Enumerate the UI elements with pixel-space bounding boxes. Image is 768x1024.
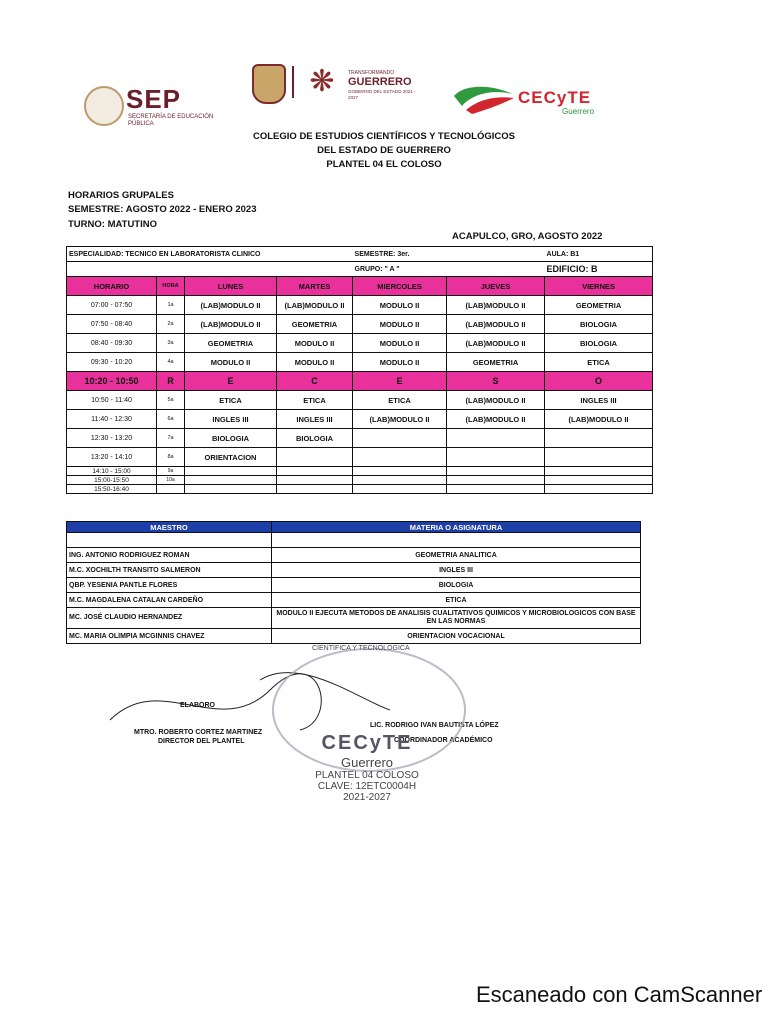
teacher-row	[67, 629, 641, 644]
schedule-row	[67, 315, 653, 334]
time-cell: 13:20 - 14:10	[67, 448, 157, 467]
specialty-label: ESPECIALIDAD: TECNICO EN LABORATORISTA CLINICO	[67, 247, 353, 262]
shift-label: TURNO: MATUTINO	[68, 219, 158, 230]
time-cell: 09:30 - 10:20	[67, 353, 157, 372]
guerrero-shield-icon	[252, 64, 286, 104]
schedule-row	[67, 429, 653, 448]
subject-cell: GEOMETRIA ANALITICA	[272, 548, 641, 563]
class-cell: GEOMETRIA	[277, 315, 353, 334]
logo-divider	[292, 66, 294, 98]
teacher-name-cell: QBP. YESENIA PANTLE FLORES	[67, 578, 272, 593]
institution-title-line1: COLEGIO DE ESTUDIOS CIENTÍFICOS Y TECNOLÓGICOS	[253, 131, 515, 142]
schedule-column-header: LUNES	[185, 277, 277, 296]
class-cell: GEOMETRIA	[447, 353, 545, 372]
building-cell: EDIFICIO: B	[545, 262, 653, 277]
mexico-seal-icon	[84, 86, 124, 126]
group-cell: GRUPO: " A "	[353, 262, 447, 277]
teacher-row	[67, 548, 641, 563]
schedule-meta-row-2	[67, 262, 653, 277]
place-date: ACAPULCO, GRO, AGOSTO 2022	[452, 231, 603, 242]
institution-title-line3: PLANTEL 04 EL COLOSO	[326, 159, 442, 170]
class-cell: ETICA	[277, 391, 353, 410]
stamp-word: CECyTE	[321, 732, 413, 754]
class-cell: E	[353, 372, 447, 391]
class-cell: BIOLOGIA	[545, 334, 653, 353]
subject-cell: ETICA	[272, 593, 641, 608]
class-cell	[277, 485, 353, 494]
class-cell: (LAB)MODULO II	[185, 315, 277, 334]
semester-cell: SEMESTRE: 3er.	[353, 247, 447, 262]
class-cell	[185, 476, 277, 485]
teacher-name-cell: MC. MARIA OLIMPIA MCGINNIS CHAVEZ	[67, 629, 272, 644]
elaboro-label: ELABORO	[180, 702, 215, 709]
schedule-row	[67, 476, 653, 485]
schedule-column-header: MIERCOLES	[353, 277, 447, 296]
institution-title-line2: DEL ESTADO DE GUERRERO	[317, 145, 451, 156]
time-cell: 12:30 - 13:20	[67, 429, 157, 448]
stamp-text	[272, 732, 462, 803]
class-cell: (LAB)MODULO II	[447, 391, 545, 410]
period-cell: 4a	[157, 353, 185, 372]
teacher-name-cell	[67, 533, 272, 548]
class-cell: ETICA	[185, 391, 277, 410]
teachers-table	[66, 521, 641, 644]
class-cell: C	[277, 372, 353, 391]
subject-cell: ORIENTACION VOCACIONAL	[272, 629, 641, 644]
class-cell	[447, 448, 545, 467]
subject-cell: MODULO II EJECUTA METODOS DE ANALISIS CUALITATIVOS QUIMICOS Y MICROBIOLOGICOS CON BASE EN LAS NORMAS	[272, 608, 641, 629]
class-cell	[545, 467, 653, 476]
period-cell: 7a	[157, 429, 185, 448]
class-cell: INGLES III	[545, 391, 653, 410]
schedule-column-header: MARTES	[277, 277, 353, 296]
class-cell: MODULO II	[277, 353, 353, 372]
class-cell: MODULO II	[353, 353, 447, 372]
class-cell	[545, 476, 653, 485]
class-cell	[353, 476, 447, 485]
schedule-meta-row	[67, 247, 653, 262]
class-cell: ETICA	[545, 353, 653, 372]
class-cell	[277, 448, 353, 467]
cecyte-logo-word: CECyTE	[518, 88, 592, 107]
class-cell: (LAB)MODULO II	[277, 296, 353, 315]
class-cell	[185, 485, 277, 494]
cecyte-logo	[452, 80, 612, 120]
schedule-header-row	[67, 277, 653, 296]
class-cell	[545, 448, 653, 467]
class-cell: MODULO II	[353, 334, 447, 353]
class-cell: (LAB)MODULO II	[353, 410, 447, 429]
class-cell	[353, 485, 447, 494]
class-cell: GEOMETRIA	[545, 296, 653, 315]
class-cell	[353, 448, 447, 467]
director-role: DIRECTOR DEL PLANTEL	[158, 738, 245, 745]
schedule-row	[67, 334, 653, 353]
teacher-row	[67, 563, 641, 578]
time-cell: 10:50 - 11:40	[67, 391, 157, 410]
schedule-column-header: JUEVES	[447, 277, 545, 296]
class-cell: BIOLOGIA	[545, 315, 653, 334]
semester-label: SEMESTRE: AGOSTO 2022 - ENERO 2023	[68, 204, 257, 215]
class-cell	[545, 429, 653, 448]
schedule-row	[67, 353, 653, 372]
time-cell: 07:00 - 07:50	[67, 296, 157, 315]
sep-logo-subtitle: SECRETARÍA DE EDUCACIÓN PÚBLICA	[128, 114, 214, 127]
schedule-column-header: HORA	[157, 277, 185, 296]
time-cell: 11:40 - 12:30	[67, 410, 157, 429]
time-cell: 14:10 - 15:00	[67, 467, 157, 476]
teacher-column-header: MAESTRO	[67, 522, 272, 533]
time-cell: 08:40 - 09:30	[67, 334, 157, 353]
subject-cell: INGLES III	[272, 563, 641, 578]
class-cell	[447, 476, 545, 485]
time-cell: 10:20 - 10:50	[67, 372, 157, 391]
time-cell: 15:00-15:50	[67, 476, 157, 485]
teacher-name-cell: M.C. MAGDALENA CATALAN CARDEÑO	[67, 593, 272, 608]
coordinator-name: LIC. RODRIGO IVAN BAUTISTA LÓPEZ	[370, 722, 499, 729]
class-cell: (LAB)MODULO II	[185, 296, 277, 315]
scanner-watermark: Escaneado con CamScanner	[476, 982, 763, 1007]
teacher-name-cell: M.C. XOCHILTH TRANSITO SALMERON	[67, 563, 272, 578]
class-cell: MODULO II	[353, 296, 447, 315]
coordinator-role: COORDINADOR ACADÉMICO	[394, 737, 493, 744]
recess-row	[67, 372, 653, 391]
sep-logo-word: SEP	[126, 84, 182, 114]
stamp-years: 2021-2027	[343, 792, 391, 803]
class-cell	[353, 429, 447, 448]
class-cell: BIOLOGIA	[277, 429, 353, 448]
subject-cell: BIOLOGIA	[272, 578, 641, 593]
class-cell: MODULO II	[277, 334, 353, 353]
class-cell	[185, 467, 277, 476]
teacher-row	[67, 593, 641, 608]
period-cell: 5a	[157, 391, 185, 410]
cecyte-logo-subtitle: Guerrero	[562, 107, 595, 116]
schedule-row	[67, 296, 653, 315]
period-cell: 3a	[157, 334, 185, 353]
class-cell: (LAB)MODULO II	[447, 315, 545, 334]
class-cell	[277, 476, 353, 485]
teacher-row	[67, 578, 641, 593]
schedule-row	[67, 410, 653, 429]
class-cell: INGLES III	[185, 410, 277, 429]
time-cell: 15:50-16:40	[67, 485, 157, 494]
guerrero-logo-name: GUERRERO	[348, 76, 412, 88]
class-cell: MODULO II	[185, 353, 277, 372]
teacher-row	[67, 533, 641, 548]
teacher-name-cell: ING. ANTONIO RODRIGUEZ ROMAN	[67, 548, 272, 563]
period-cell: R	[157, 372, 185, 391]
subject-cell	[272, 533, 641, 548]
stamp-clave: CLAVE: 12ETC0004H	[317, 781, 417, 792]
schedule-table	[66, 246, 653, 494]
stamp-plantel: PLANTEL 04 COLOSO	[315, 770, 419, 781]
class-cell: (LAB)MODULO II	[545, 410, 653, 429]
class-cell	[447, 429, 545, 448]
period-cell: 8a	[157, 448, 185, 467]
class-cell: BIOLOGIA	[185, 429, 277, 448]
teacher-name-cell: MC. JOSÉ CLAUDIO HERNANDEZ	[67, 608, 272, 629]
class-cell: INGLES III	[277, 410, 353, 429]
schedule-row	[67, 448, 653, 467]
period-cell: 10a	[157, 476, 185, 485]
schedule-heading: HORARIOS GRUPALES	[68, 190, 174, 201]
class-cell: O	[545, 372, 653, 391]
schedule-column-header: HORARIO	[67, 277, 157, 296]
subject-column-header: MATERIA O ASIGNATURA	[272, 522, 641, 533]
class-cell: ETICA	[353, 391, 447, 410]
period-cell: 1a	[157, 296, 185, 315]
guerrero-logo-subtitle: GOBIERNO DEL ESTADO 2021 - 2027	[348, 89, 416, 100]
schedule-row	[67, 467, 653, 476]
time-cell: 07:50 - 08:40	[67, 315, 157, 334]
guerrero-emblem-icon: ❋	[309, 65, 335, 98]
class-cell	[447, 467, 545, 476]
schedule-column-header: VIERNES	[545, 277, 653, 296]
guerrero-logo-top: TRANSFORMANDO	[348, 70, 395, 76]
classroom-cell: AULA: B1	[545, 247, 653, 262]
class-cell: (LAB)MODULO II	[447, 296, 545, 315]
stamp-state: Guerrero	[340, 755, 394, 770]
class-cell	[277, 467, 353, 476]
period-cell	[157, 485, 185, 494]
period-cell: 9a	[157, 467, 185, 476]
class-cell	[545, 485, 653, 494]
class-cell	[447, 485, 545, 494]
class-cell: E	[185, 372, 277, 391]
schedule-row	[67, 391, 653, 410]
director-name: MTRO. ROBERTO CORTEZ MARTINEZ	[134, 729, 263, 736]
teachers-header-row	[67, 522, 641, 533]
cecyte-swoosh-icon	[452, 84, 516, 114]
sep-logo	[84, 84, 214, 128]
class-cell: S	[447, 372, 545, 391]
teacher-row	[67, 608, 641, 629]
period-cell: 2a	[157, 315, 185, 334]
class-cell: ORIENTACION	[185, 448, 277, 467]
class-cell: (LAB)MODULO II	[447, 410, 545, 429]
schedule-row	[67, 485, 653, 494]
class-cell: (LAB)MODULO II	[447, 334, 545, 353]
guerrero-logo	[252, 62, 422, 104]
class-cell: GEOMETRIA	[185, 334, 277, 353]
stamp-ring-text: CIENTÍFICA Y TECNOLÓGICA	[312, 645, 410, 652]
class-cell	[353, 467, 447, 476]
class-cell: MODULO II	[353, 315, 447, 334]
period-cell: 6a	[157, 410, 185, 429]
